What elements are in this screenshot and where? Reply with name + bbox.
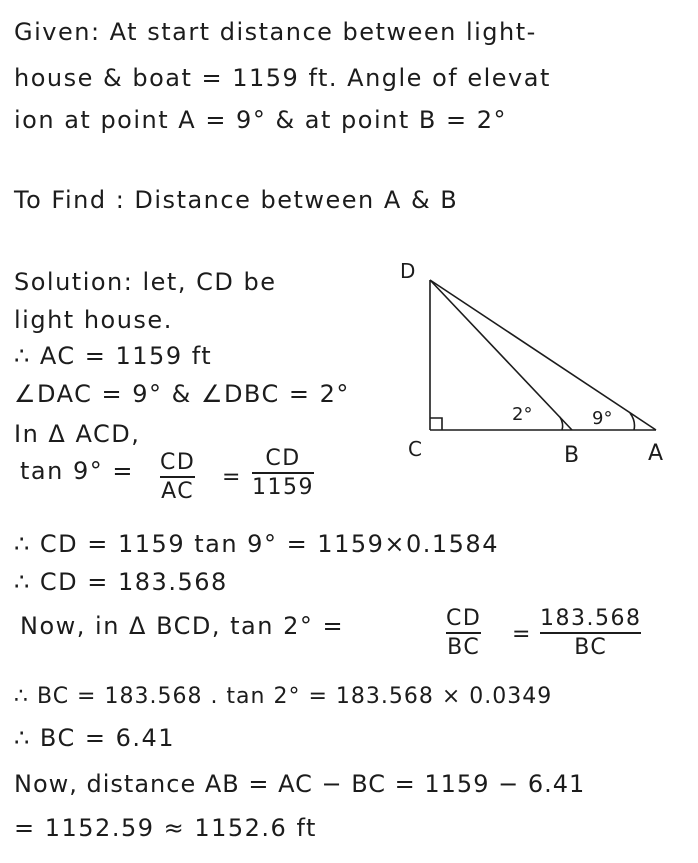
hypotenuse-db (430, 280, 572, 430)
label-a: A (648, 441, 664, 466)
fraction-denominator: 1159 (252, 475, 314, 500)
given-line-3: ion at point A = 9° & at point B = 2° (14, 106, 507, 134)
fraction-denominator: AC (161, 479, 195, 504)
step-cd-tan: ∴ CD = 1159 tan 9° = 1159×0.1584 (14, 530, 499, 558)
fraction-numerator: 183.568 (540, 606, 642, 631)
fraction-denominator: BC (574, 635, 608, 660)
equals-sign: = (222, 465, 242, 490)
solution-line-1: Solution: let, CD be (14, 268, 277, 296)
tan9-lhs: tan 9° = (20, 457, 134, 485)
label-c: C (408, 437, 422, 461)
step-bcd-lhs: Now, in Δ BCD, tan 2° = (20, 612, 345, 640)
solution-line-2: light house. (14, 306, 173, 334)
angle-label-a: 9° (592, 408, 613, 429)
right-angle-mark (430, 418, 442, 430)
label-d: D (400, 259, 416, 283)
label-b: B (564, 443, 580, 468)
given-line-2: house & boat = 1159 ft. Angle of elevat (14, 64, 551, 92)
hypotenuse-da (430, 280, 656, 430)
fraction-numerator: CD (265, 446, 301, 471)
equals-sign: = (512, 622, 532, 647)
solution-line-5: In Δ ACD, (14, 420, 141, 448)
fraction-numerator: CD (160, 450, 196, 475)
angle-label-b: 2° (512, 404, 533, 425)
fraction-denominator: BC (447, 635, 481, 660)
step-bc-tan: ∴ BC = 183.568 . tan 2° = 183.568 × 0.0349 (14, 684, 553, 709)
step-ab-result: = 1152.59 ≈ 1152.6 ft (14, 814, 317, 842)
given-line-1: Given: At start distance between light- (14, 18, 537, 46)
step-bc-value: ∴ BC = 6.41 (14, 724, 176, 752)
to-find-line: To Find : Distance between A & B (14, 186, 459, 214)
fraction-numerator: CD (446, 606, 482, 631)
solution-line-4: ∠DAC = 9° & ∠DBC = 2° (14, 380, 350, 408)
step-cd-value: ∴ CD = 183.568 (14, 568, 228, 596)
step-ab-formula: Now, distance AB = AC − BC = 1159 − 6.41 (14, 770, 586, 798)
solution-line-3: ∴ AC = 1159 ft (14, 342, 213, 370)
